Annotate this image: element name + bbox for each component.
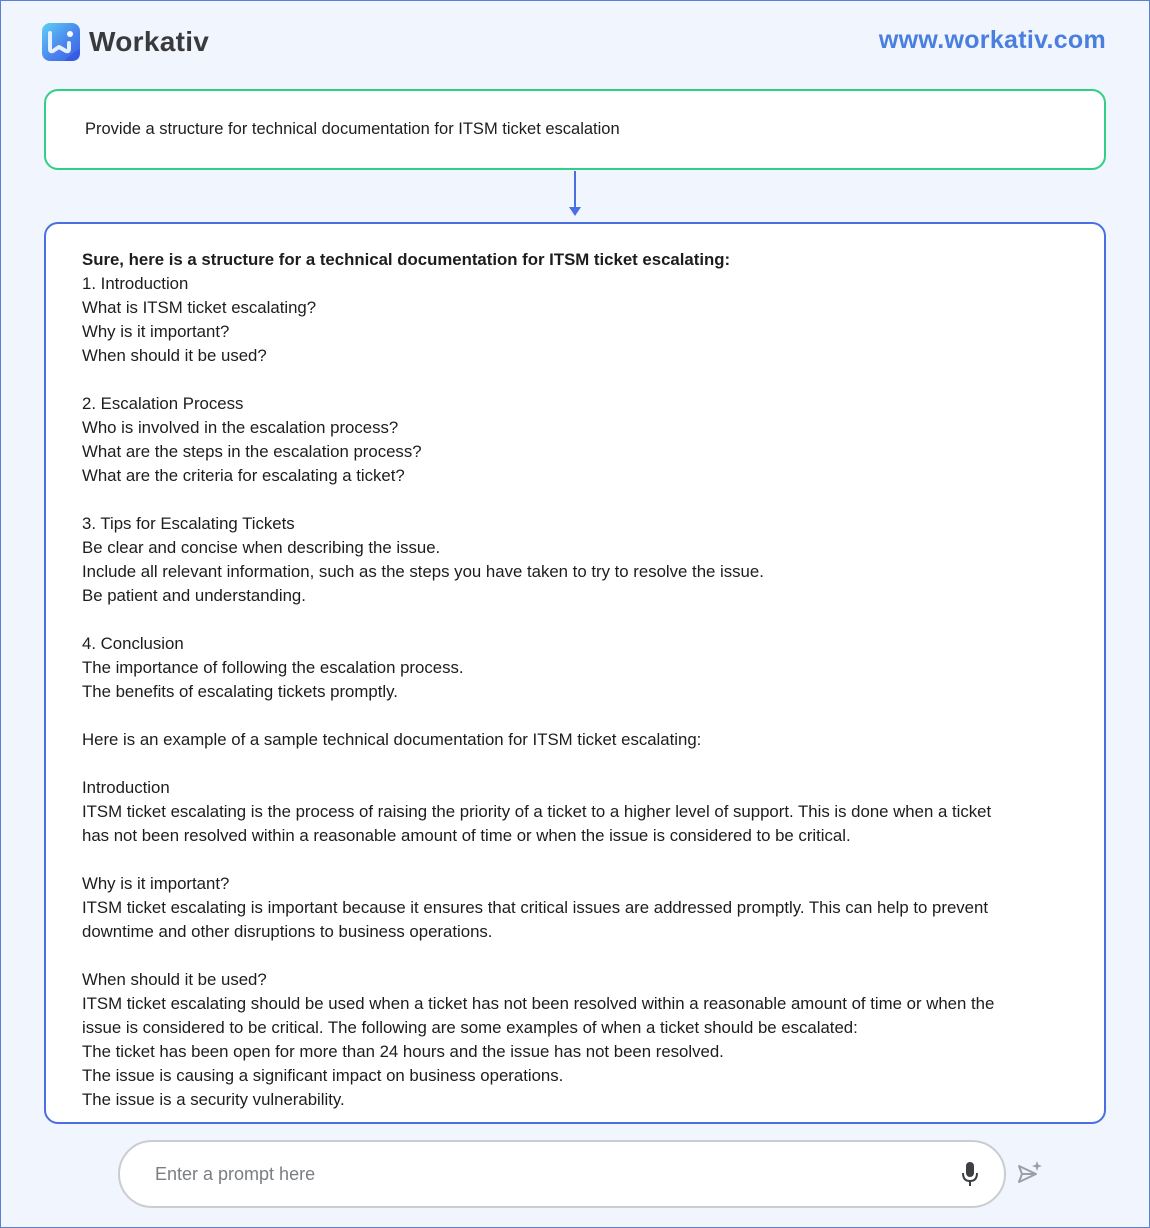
response-line: 1. Introduction xyxy=(82,274,189,293)
response-line: The benefits of escalating tickets promptly. xyxy=(82,682,398,701)
response-line: What are the steps in the escalation process? xyxy=(82,442,422,461)
ai-response-box xyxy=(44,222,1106,1124)
response-line: When should it be used? xyxy=(82,346,267,365)
prompt-input-bar xyxy=(118,1140,1006,1208)
response-line: Include all relevant information, such as the steps you have taken to try to resolve the issue. xyxy=(82,562,764,581)
microphone-icon xyxy=(961,1161,979,1187)
response-line: Introduction xyxy=(82,778,170,797)
response-line: issue is considered to be critical. The following are some examples of when a ticket should be escalated: xyxy=(82,1018,858,1037)
response-line: Who is involved in the escalation process? xyxy=(82,418,399,437)
response-line: Why is it important? xyxy=(82,322,230,341)
user-prompt-text: Provide a structure for technical documentation for ITSM ticket escalation xyxy=(85,120,620,138)
workativ-logo-icon xyxy=(42,23,80,61)
blank-line xyxy=(82,848,1064,872)
response-line: The importance of following the escalation process. xyxy=(82,658,464,677)
send-button[interactable] xyxy=(1016,1158,1044,1188)
response-line: Be clear and concise when describing the issue. xyxy=(82,538,441,557)
response-line: downtime and other disruptions to business operations. xyxy=(82,922,493,941)
response-line: 3. Tips for Escalating Tickets xyxy=(82,514,295,533)
response-line: 4. Conclusion xyxy=(82,634,184,653)
response-line: has not been resolved within a reasonable amount of time or when the issue is considered to be critical. xyxy=(82,826,851,845)
blank-line xyxy=(82,704,1064,728)
blank-line xyxy=(82,752,1064,776)
response-line: Here is an example of a sample technical documentation for ITSM ticket escalating: xyxy=(82,730,702,749)
response-line: The issue is a security vulnerability. xyxy=(82,1090,345,1109)
site-url-link[interactable]: www.workativ.com xyxy=(878,26,1106,54)
blank-line xyxy=(82,608,1064,632)
response-line: Why is it important? xyxy=(82,874,230,893)
microphone-button[interactable] xyxy=(956,1158,984,1190)
response-line: What are the criteria for escalating a ticket? xyxy=(82,466,405,485)
prompt-input[interactable] xyxy=(153,1163,917,1186)
arrow-down-icon xyxy=(565,171,585,219)
send-sparkle-icon xyxy=(1016,1158,1044,1188)
response-line: ITSM ticket escalating is important because it ensures that critical issues are addressed promptly. This can help to prevent xyxy=(82,898,988,917)
response-line: ITSM ticket escalating is the process of raising the priority of a ticket to a higher level of support. This is done when a ticket xyxy=(82,802,992,821)
user-prompt-box xyxy=(44,89,1106,170)
response-line: When should it be used? xyxy=(82,970,267,989)
response-line: Be patient and understanding. xyxy=(82,586,306,605)
ai-response-content xyxy=(82,248,1064,1112)
response-line: 2. Escalation Process xyxy=(82,394,244,413)
blank-line xyxy=(82,368,1064,392)
brand-name: Workativ xyxy=(89,26,210,57)
response-line: Sure, here is a structure for a technical documentation for ITSM ticket escalating: xyxy=(82,250,731,269)
response-line: What is ITSM ticket escalating? xyxy=(82,298,317,317)
blank-line xyxy=(82,944,1064,968)
brand xyxy=(42,23,209,61)
response-line: ITSM ticket escalating should be used when a ticket has not been resolved within a reasonable amount of time or when the xyxy=(82,994,995,1013)
response-line: The ticket has been open for more than 24 hours and the issue has not been resolved. xyxy=(82,1042,724,1061)
blank-line xyxy=(82,488,1064,512)
response-line: The issue is causing a significant impact on business operations. xyxy=(82,1066,564,1085)
